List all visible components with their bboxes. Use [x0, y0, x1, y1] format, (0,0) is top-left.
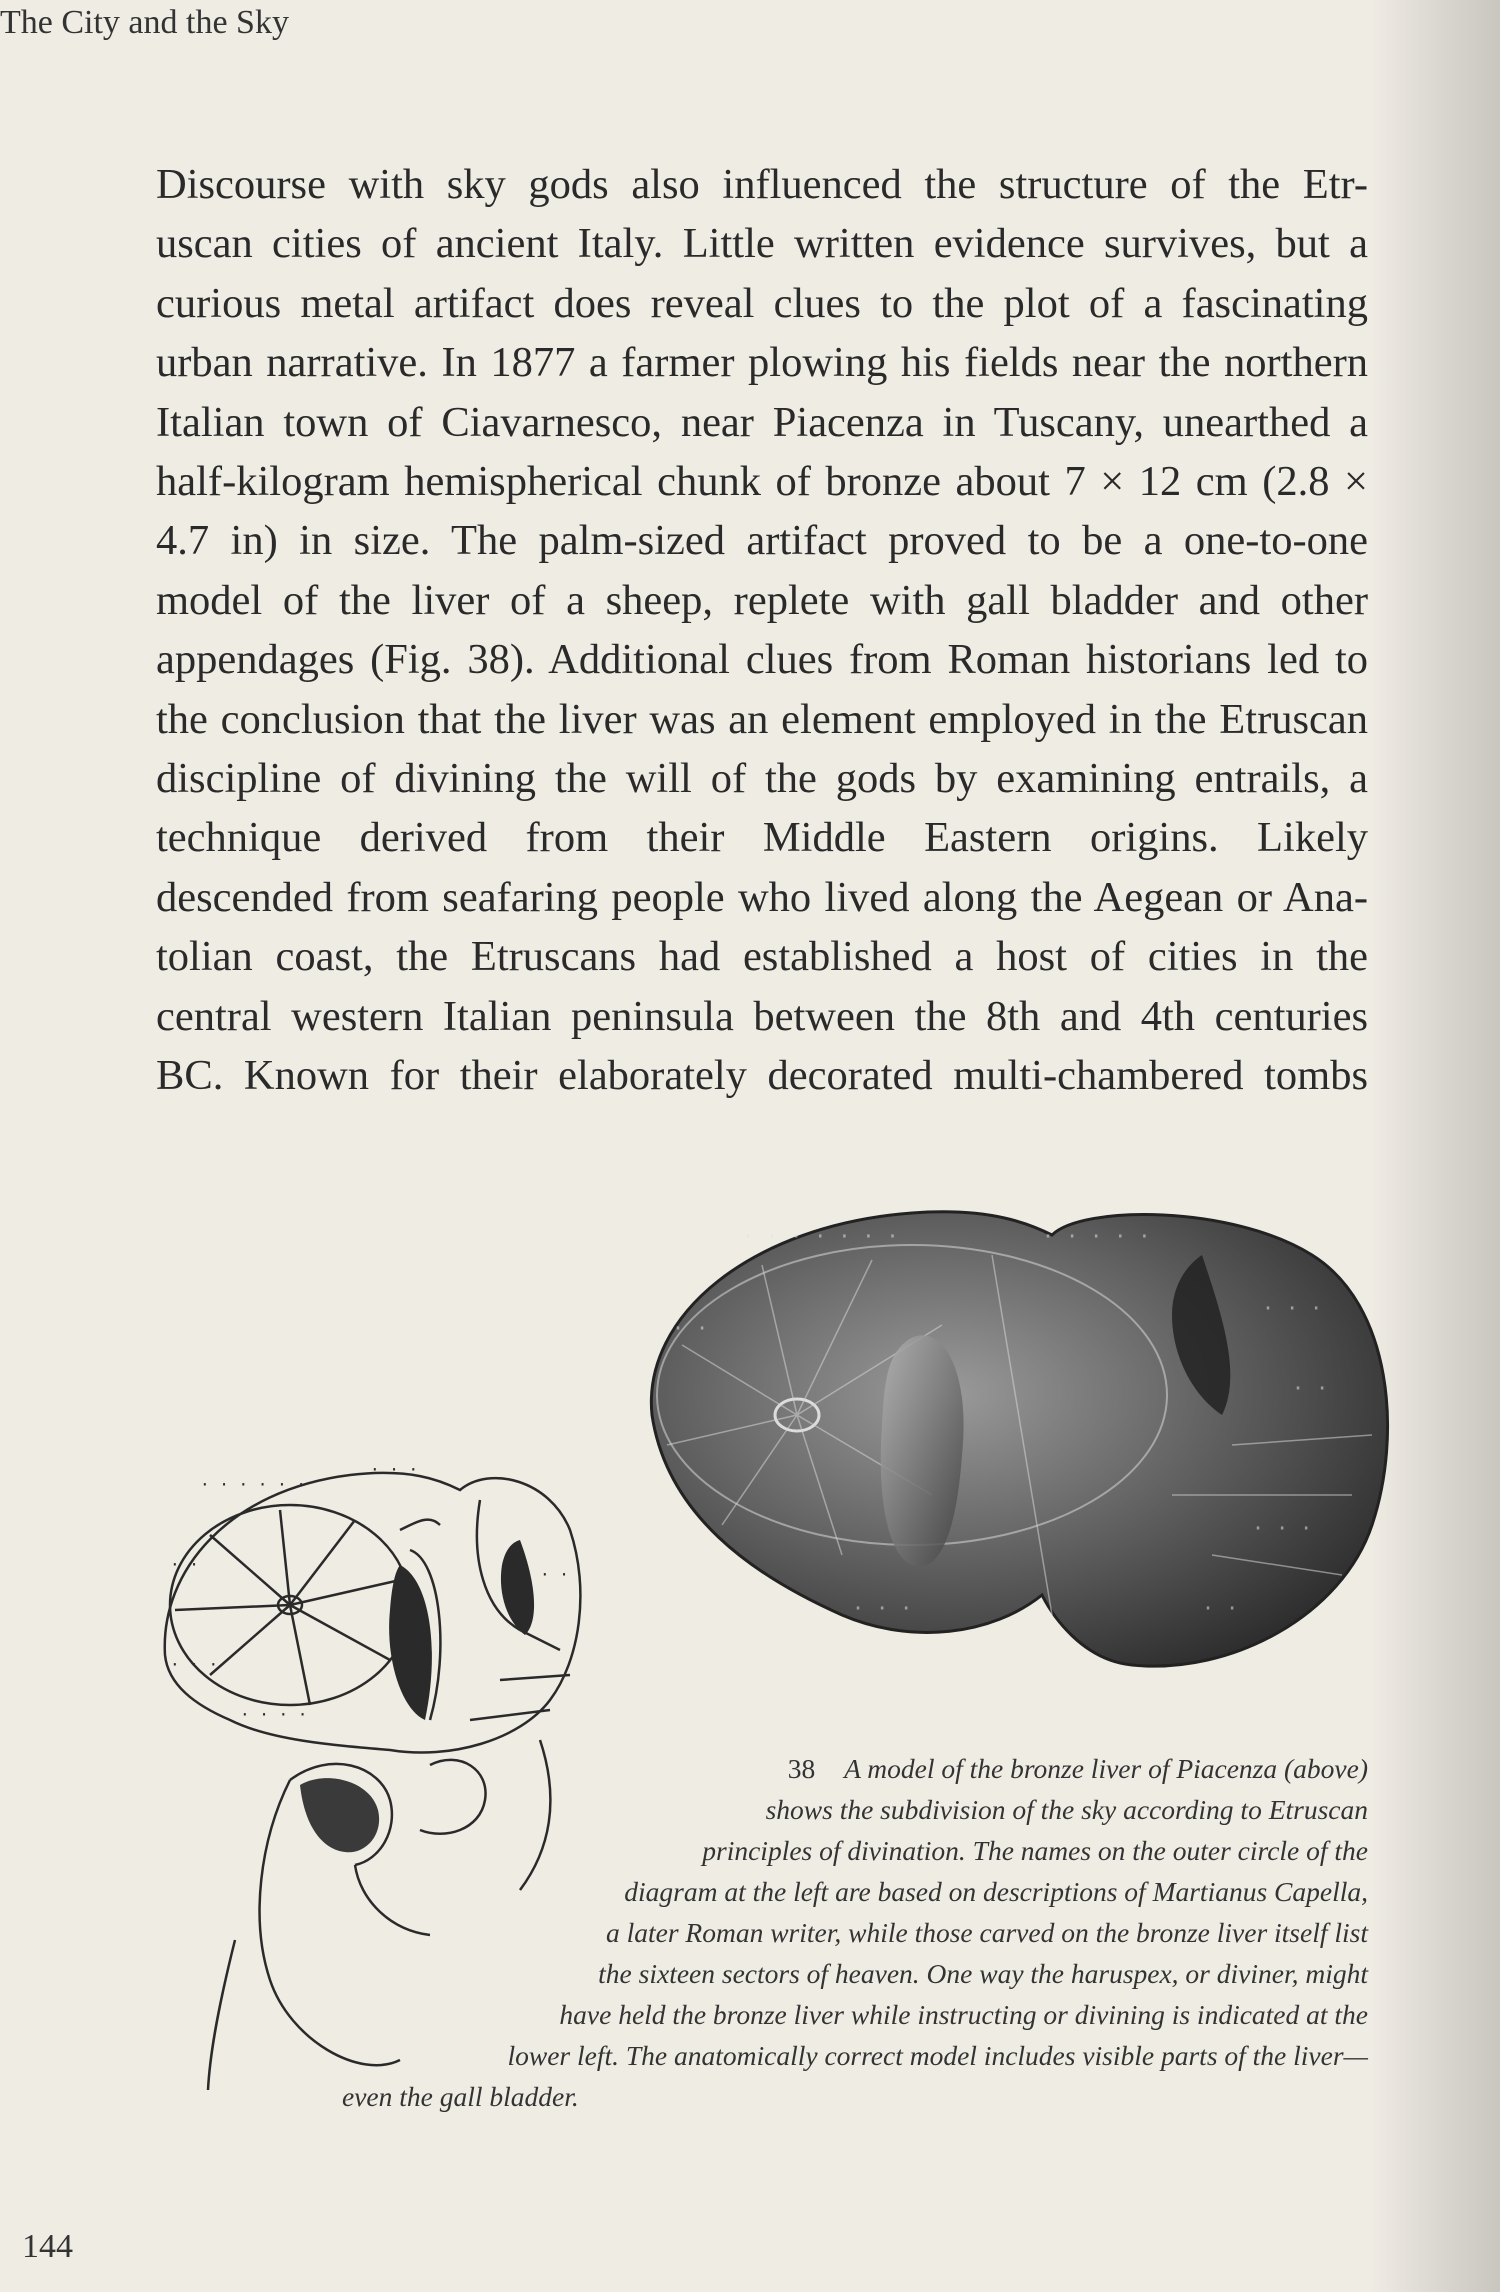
figure-caption — [320, 1748, 1368, 2117]
body-line: appendages (Fig. 38). Additional clues from Roman historians led to — [156, 636, 1368, 684]
body-line: Discourse with sky gods also influenced the structure of the Etr- — [156, 161, 1368, 208]
svg-text:· ·: · · — [1292, 1376, 1329, 1400]
body-line: central western Italian peninsula between the 8th and 4th centuries — [156, 992, 1368, 1040]
body-line: discipline of divining the will of the gods by examining entrails, a — [156, 755, 1368, 803]
svg-text:· · ·: · · · — [170, 1655, 219, 1674]
svg-text:· · ·: · · · — [852, 1596, 913, 1620]
body-line: half-kilogram hemispherical chunk of bronze about 7 × 12 cm (2.8 × — [156, 458, 1368, 506]
caption-line: diagram at the left are based on descriptions of Martianus Capella, — [624, 1876, 1368, 1907]
body-line: model of the liver of a sheep, replete with gall bladder and other — [156, 576, 1368, 624]
caption-line: a later Roman writer, while those carved on the bronze liver itself list — [605, 1917, 1368, 1948]
body-line: urban narrative. In 1877 a farmer plowing his fields near the northern — [156, 339, 1368, 387]
caption-line: lower left. The anatomically correct model includes visible parts of the liver— — [507, 2040, 1368, 2071]
svg-text:· ·: · · — [170, 1555, 199, 1574]
svg-text:· · · · ·: · · · · · — [1042, 1224, 1151, 1248]
svg-text:· · · ·: · · · · — [240, 1705, 308, 1724]
caption-line: principles of divination. The names on the outer circle of the — [702, 1835, 1368, 1866]
body-line: BC. Known for their elaborately decorated multi-chambered tombs — [156, 1052, 1368, 1100]
caption-line: even the gall bladder. — [342, 2081, 579, 2112]
svg-text:· · ·: · · · — [1252, 1516, 1313, 1540]
bronze-liver-photo — [612, 1195, 1402, 1715]
svg-text:· ·: · · — [540, 1565, 569, 1584]
body-line: descended from seafaring people who lived along the Aegean or Ana- — [156, 873, 1368, 921]
caption-line-1: 38 A model of the bronze liver of Piacenza (above) — [787, 1753, 1368, 1784]
page-gutter-shadow — [1370, 0, 1500, 2292]
body-line: tolian coast, the Etruscans had established a host of cities in the — [156, 933, 1368, 981]
svg-text:· ·: · · — [1202, 1596, 1239, 1620]
svg-text:· ·: · · — [672, 1316, 709, 1340]
running-head: The City and the Sky — [0, 4, 289, 41]
body-text — [156, 155, 1368, 1106]
body-line: Italian town of Ciavarnesco, near Piacenza in Tuscany, unearthed a — [156, 398, 1368, 446]
body-line: the conclusion that the liver was an element employed in the Etruscan — [156, 695, 1368, 743]
page-number: 144 — [22, 2228, 73, 2265]
svg-text:· · · · · ·: · · · · · · — [200, 1475, 306, 1494]
caption-line: shows the subdivision of the sky according to Etruscan — [765, 1794, 1368, 1825]
svg-text:· · ·: · · · — [370, 1460, 419, 1479]
caption-line: the sixteen sectors of heaven. One way the haruspex, or diviner, might — [598, 1958, 1368, 1989]
svg-text:· · · · · · ·: · · · · · · · — [742, 1224, 899, 1248]
body-line: 4.7 in) in size. The palm-sized artifact proved to be a one-to-one — [156, 517, 1368, 565]
body-line: curious metal artifact does reveal clues to the plot of a fascinating — [156, 279, 1368, 327]
body-line: technique derived from their Middle Eastern origins. Likely — [156, 814, 1368, 862]
figure-number: 38 — [787, 1753, 816, 1784]
body-line: uscan cities of ancient Italy. Little written evidence survives, but a — [156, 220, 1368, 268]
caption-line: have held the bronze liver while instructing or divining is indicated at the — [559, 1999, 1368, 2030]
svg-text:· · ·: · · · — [1262, 1296, 1323, 1320]
